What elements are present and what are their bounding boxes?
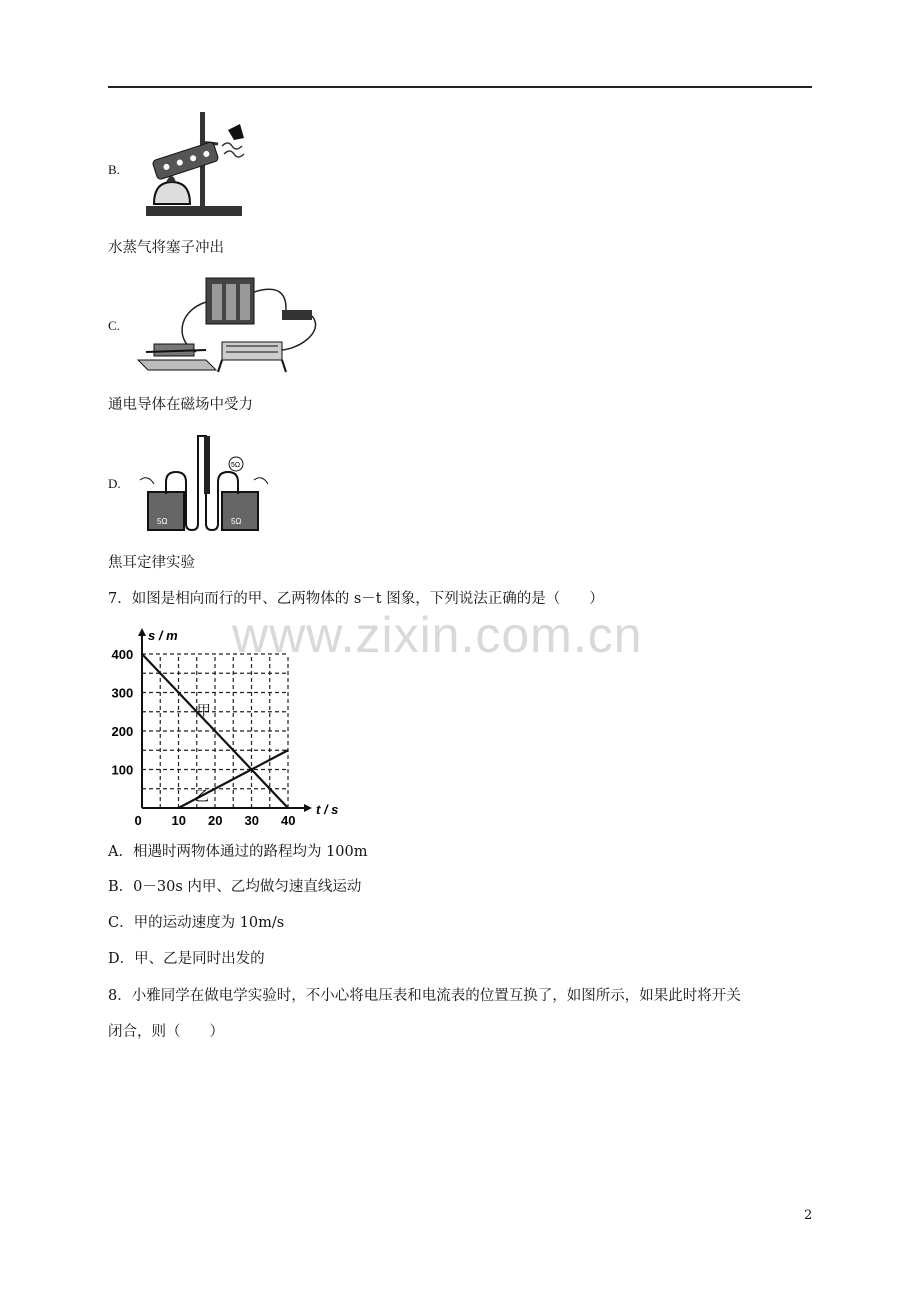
right-resistor-label: 5Ω <box>231 517 242 526</box>
question-7-stem: 7．如图是相向而行的甲、乙两物体的 s－t 图象，下列说法正确的是（ ） <box>108 591 604 607</box>
y-axis-label: s / m <box>148 628 178 643</box>
option-d-label: D. <box>108 476 121 491</box>
watermark: www.zixin.com.cn <box>232 607 643 663</box>
joule-law-apparatus-figure <box>136 432 270 534</box>
left-resistor-label: 5Ω <box>157 517 168 526</box>
x-tick-label: 20 <box>208 813 223 826</box>
y-tick-label: 200 <box>111 724 134 739</box>
q7-option-c: C．甲的运动速度为 10m/s <box>108 915 285 931</box>
electromagnetic-force-apparatus-figure <box>136 272 326 380</box>
option-b-label: B. <box>108 162 120 177</box>
y-tick-label: 400 <box>111 647 134 662</box>
option-d-caption: 焦耳定律实验 <box>108 555 195 571</box>
y-tick-label: 300 <box>111 685 134 701</box>
x-tick-label: 10 <box>171 813 186 826</box>
x-tick-label: 40 <box>281 813 296 826</box>
q7-option-d: D．甲、乙是同时出发的 <box>108 951 265 967</box>
option-c-label: C. <box>108 318 120 333</box>
x-axis-arrow <box>304 804 312 812</box>
steam-stopper-apparatus-figure <box>140 110 252 224</box>
x-tick-label: 30 <box>244 813 259 826</box>
y-axis-arrow <box>138 628 146 636</box>
option-b-caption: 水蒸气将塞子冲出 <box>108 240 224 256</box>
page-number: 2 <box>804 1208 813 1223</box>
s-t-chart <box>108 628 338 826</box>
question-8-line-2: 闭合，则（ ） <box>108 1024 224 1040</box>
x-tick-label: 0 <box>134 813 142 826</box>
q7-option-b: B．0－30s 内甲、乙均做匀速直线运动 <box>108 879 362 895</box>
series-label-yi: 乙 <box>194 788 209 805</box>
option-c-caption: 通电导体在磁场中受力 <box>108 397 253 413</box>
series-label-jia: 甲 <box>196 702 211 719</box>
x-axis-label: t / s <box>316 802 338 817</box>
header-rule <box>108 86 812 88</box>
bulb-label: 5Ω <box>231 462 241 469</box>
question-8-line-1: 8．小雅同学在做电学实验时，不小心将电压表和电流表的位置互换了，如图所示，如果此时将开关 <box>108 988 741 1004</box>
y-tick-label: 100 <box>111 762 134 778</box>
q7-option-a: A．相遇时两物体通过的路程均为 100m <box>108 844 368 860</box>
